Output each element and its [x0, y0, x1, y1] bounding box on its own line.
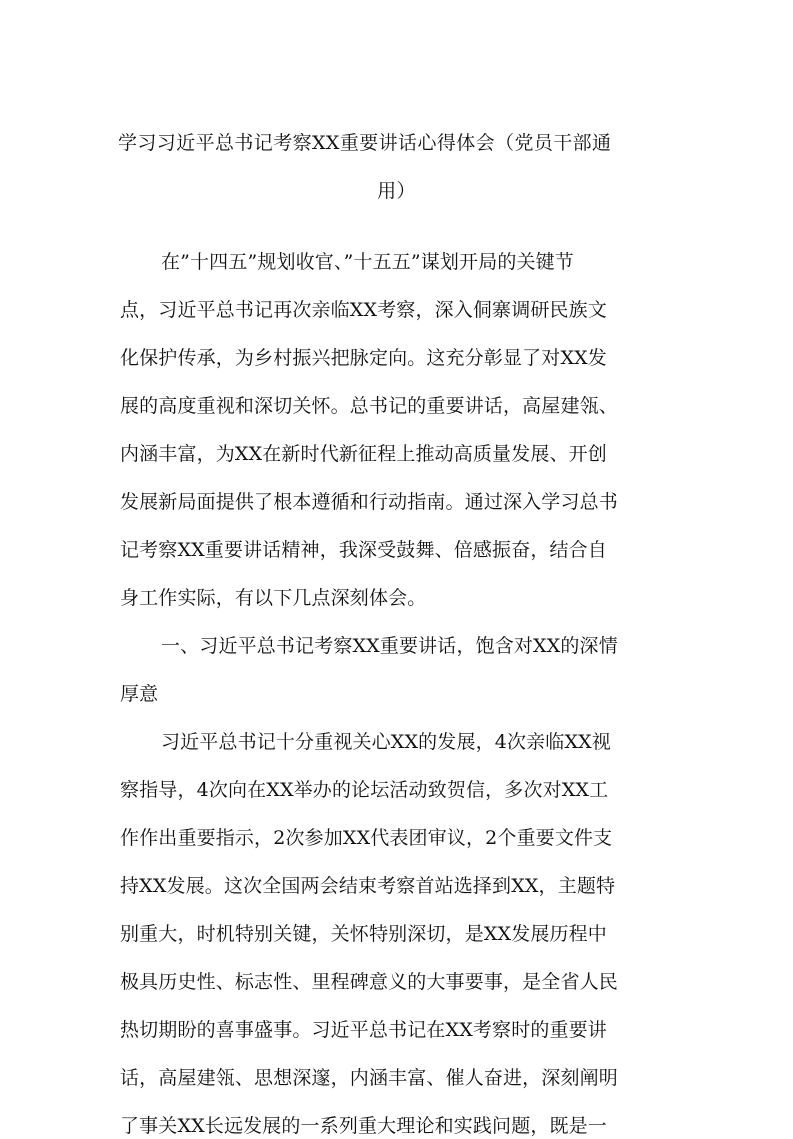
paragraph-line: 话，高屋建瓴、思想深邃，内涵丰富、催人奋进，深刻阐明 [120, 1067, 618, 1089]
paragraph-line: 展的高度重视和深切关怀。总书记的重要讲话，高屋建瓴、 [120, 395, 618, 417]
paragraph-line: 习近平总书记十分重视关心XX的发展，4次亲临XX视 [161, 731, 611, 753]
paragraph-line: 化保护传承，为乡村振兴把脉定向。这充分彰显了对XX发 [120, 347, 607, 369]
paragraph-line: 记考察XX重要讲话精神，我深受鼓舞、倍感振奋，结合自 [120, 539, 607, 561]
section-heading-line: 一、习近平总书记考察XX重要讲话，饱含对XX的深情 [161, 635, 618, 657]
paragraph-line: 热切期盼的喜事盛事。习近平总书记在XX考察时的重要讲 [120, 1019, 607, 1041]
document-title-line-2: 用） [377, 180, 416, 202]
paragraph-line: 极具历史性、标志性、里程碑意义的大事要事，是全省人民 [120, 971, 618, 993]
paragraph-line: 点，习近平总书记再次亲临XX考察，深入侗寨调研民族文 [120, 299, 607, 321]
paragraph-line: 身工作实际，有以下几点深刻体会。 [120, 587, 427, 609]
paragraph-line: 发展新局面提供了根本遵循和行动指南。通过深入学习总书 [120, 491, 618, 513]
paragraph-line: 持XX发展。这次全国两会结束考察首站选择到XX，主题特 [120, 875, 616, 897]
paragraph-line: 在”十四五”规划收官、”十五五”谋划开局的关键节 [161, 251, 574, 273]
section-heading-line: 厚意 [120, 683, 159, 705]
paragraph-line: 作作出重要指示，2次参加XX代表团审议，2个重要文件支 [120, 827, 613, 849]
document-title-line-1: 学习习近平总书记考察XX重要讲话心得体会（党员干部通 [118, 132, 612, 154]
paragraph-line: 察指导，4次向在XX举办的论坛活动致贺信，多次对XX工 [120, 779, 609, 801]
paragraph-line: 别重大，时机特别关键，关怀特别深切，是XX发展历程中 [120, 923, 607, 945]
paragraph-line: 内涵丰富，为XX在新时代新征程上推动高质量发展、开创 [120, 443, 607, 465]
paragraph-line: 了事关XX长远发展的一系列重大理论和实践问题，既是一 [120, 1115, 607, 1137]
